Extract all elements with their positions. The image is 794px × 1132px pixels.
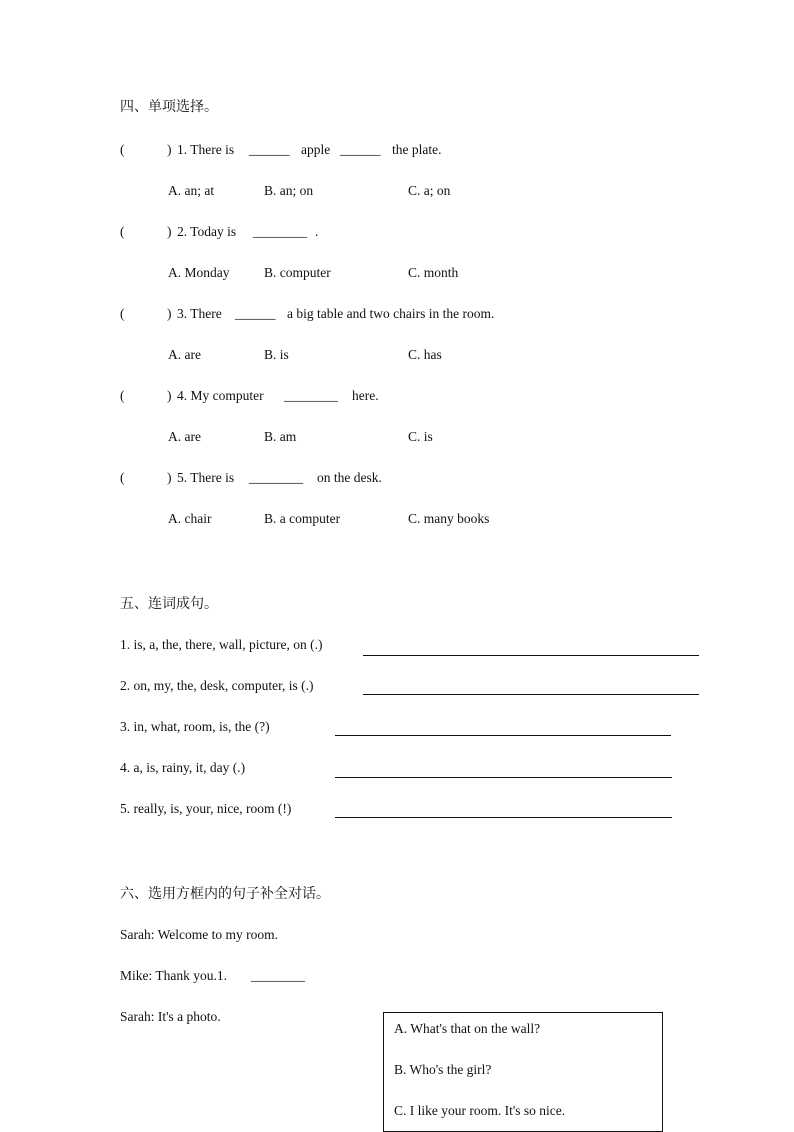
question-stem: 1. There is (177, 142, 235, 157)
option-b: B. is (264, 347, 289, 362)
option-c: C. many books (408, 511, 490, 526)
question-stem: 5. There is (177, 470, 235, 485)
option-a: A. chair (168, 511, 212, 526)
answer-line[interactable] (363, 694, 699, 695)
option-a: A. are (168, 347, 201, 362)
answer-paren-close: ) (167, 388, 172, 403)
answer-paren-close: ) (167, 142, 172, 157)
question-blank: ________ (253, 224, 307, 239)
option-c: C. a; on (408, 183, 451, 198)
question-stem: 4. My computer (177, 388, 264, 403)
option-c: C. month (408, 265, 459, 280)
option-c: C. has (408, 347, 442, 362)
answer-paren-open: ( (120, 142, 125, 157)
box-option-a: A. What's that on the wall? (394, 1021, 541, 1036)
dialogue-line: Sarah: It's a photo. (120, 1009, 221, 1024)
answer-paren-open: ( (120, 224, 125, 239)
question-blank: ______ (235, 306, 276, 321)
reorder-item: 3. in, what, room, is, the (?) (120, 719, 270, 734)
reorder-item: 2. on, my, the, desk, computer, is (.) (120, 678, 314, 693)
answer-line[interactable] (335, 817, 672, 818)
reorder-item: 1. is, a, the, there, wall, picture, on (.) (120, 637, 323, 652)
option-c: C. is (408, 429, 433, 444)
section-6-title: 六、选用方框内的句子补全对话。 (120, 886, 330, 902)
option-a: A. an; at (168, 183, 215, 198)
question-stem: here. (352, 388, 379, 403)
option-b: B. an; on (264, 183, 314, 198)
answer-line[interactable] (335, 777, 672, 778)
question-blank: ________ (249, 470, 303, 485)
question-stem: apple (301, 142, 331, 157)
reorder-item: 5. really, is, your, nice, room (!) (120, 801, 292, 816)
option-b: B. computer (264, 265, 331, 280)
box-option-c: C. I like your room. It's so nice. (394, 1103, 566, 1118)
question-blank: ______ (340, 142, 381, 157)
options-box (383, 1012, 663, 1132)
question-stem: the plate. (392, 142, 442, 157)
answer-paren-close: ) (167, 306, 172, 321)
answer-line[interactable] (363, 655, 699, 656)
question-blank: ______ (249, 142, 290, 157)
section-5-title: 五、连词成句。 (120, 596, 218, 612)
answer-paren-close: ) (167, 224, 172, 239)
answer-paren-close: ) (167, 470, 172, 485)
option-a: A. are (168, 429, 201, 444)
question-stem: . (315, 224, 319, 239)
option-b: B. a computer (264, 511, 341, 526)
box-option-b: B. Who's the girl? (394, 1062, 492, 1077)
answer-paren-open: ( (120, 470, 125, 485)
answer-paren-open: ( (120, 306, 125, 321)
section-4-title: 四、单项选择。 (120, 99, 218, 115)
question-stem: 3. There (177, 306, 222, 321)
option-b: B. am (264, 429, 297, 444)
answer-paren-open: ( (120, 388, 125, 403)
dialogue-line: Mike: Thank you.1. (120, 968, 227, 983)
question-stem: a big table and two chairs in the room. (287, 306, 495, 321)
question-stem: 2. Today is (177, 224, 237, 239)
question-stem: on the desk. (317, 470, 382, 485)
question-blank: ________ (284, 388, 338, 403)
option-a: A. Monday (168, 265, 230, 280)
dialogue-line: Sarah: Welcome to my room. (120, 927, 279, 942)
dialogue-blank: ________ (251, 968, 305, 983)
reorder-item: 4. a, is, rainy, it, day (.) (120, 760, 246, 775)
answer-line[interactable] (335, 735, 671, 736)
